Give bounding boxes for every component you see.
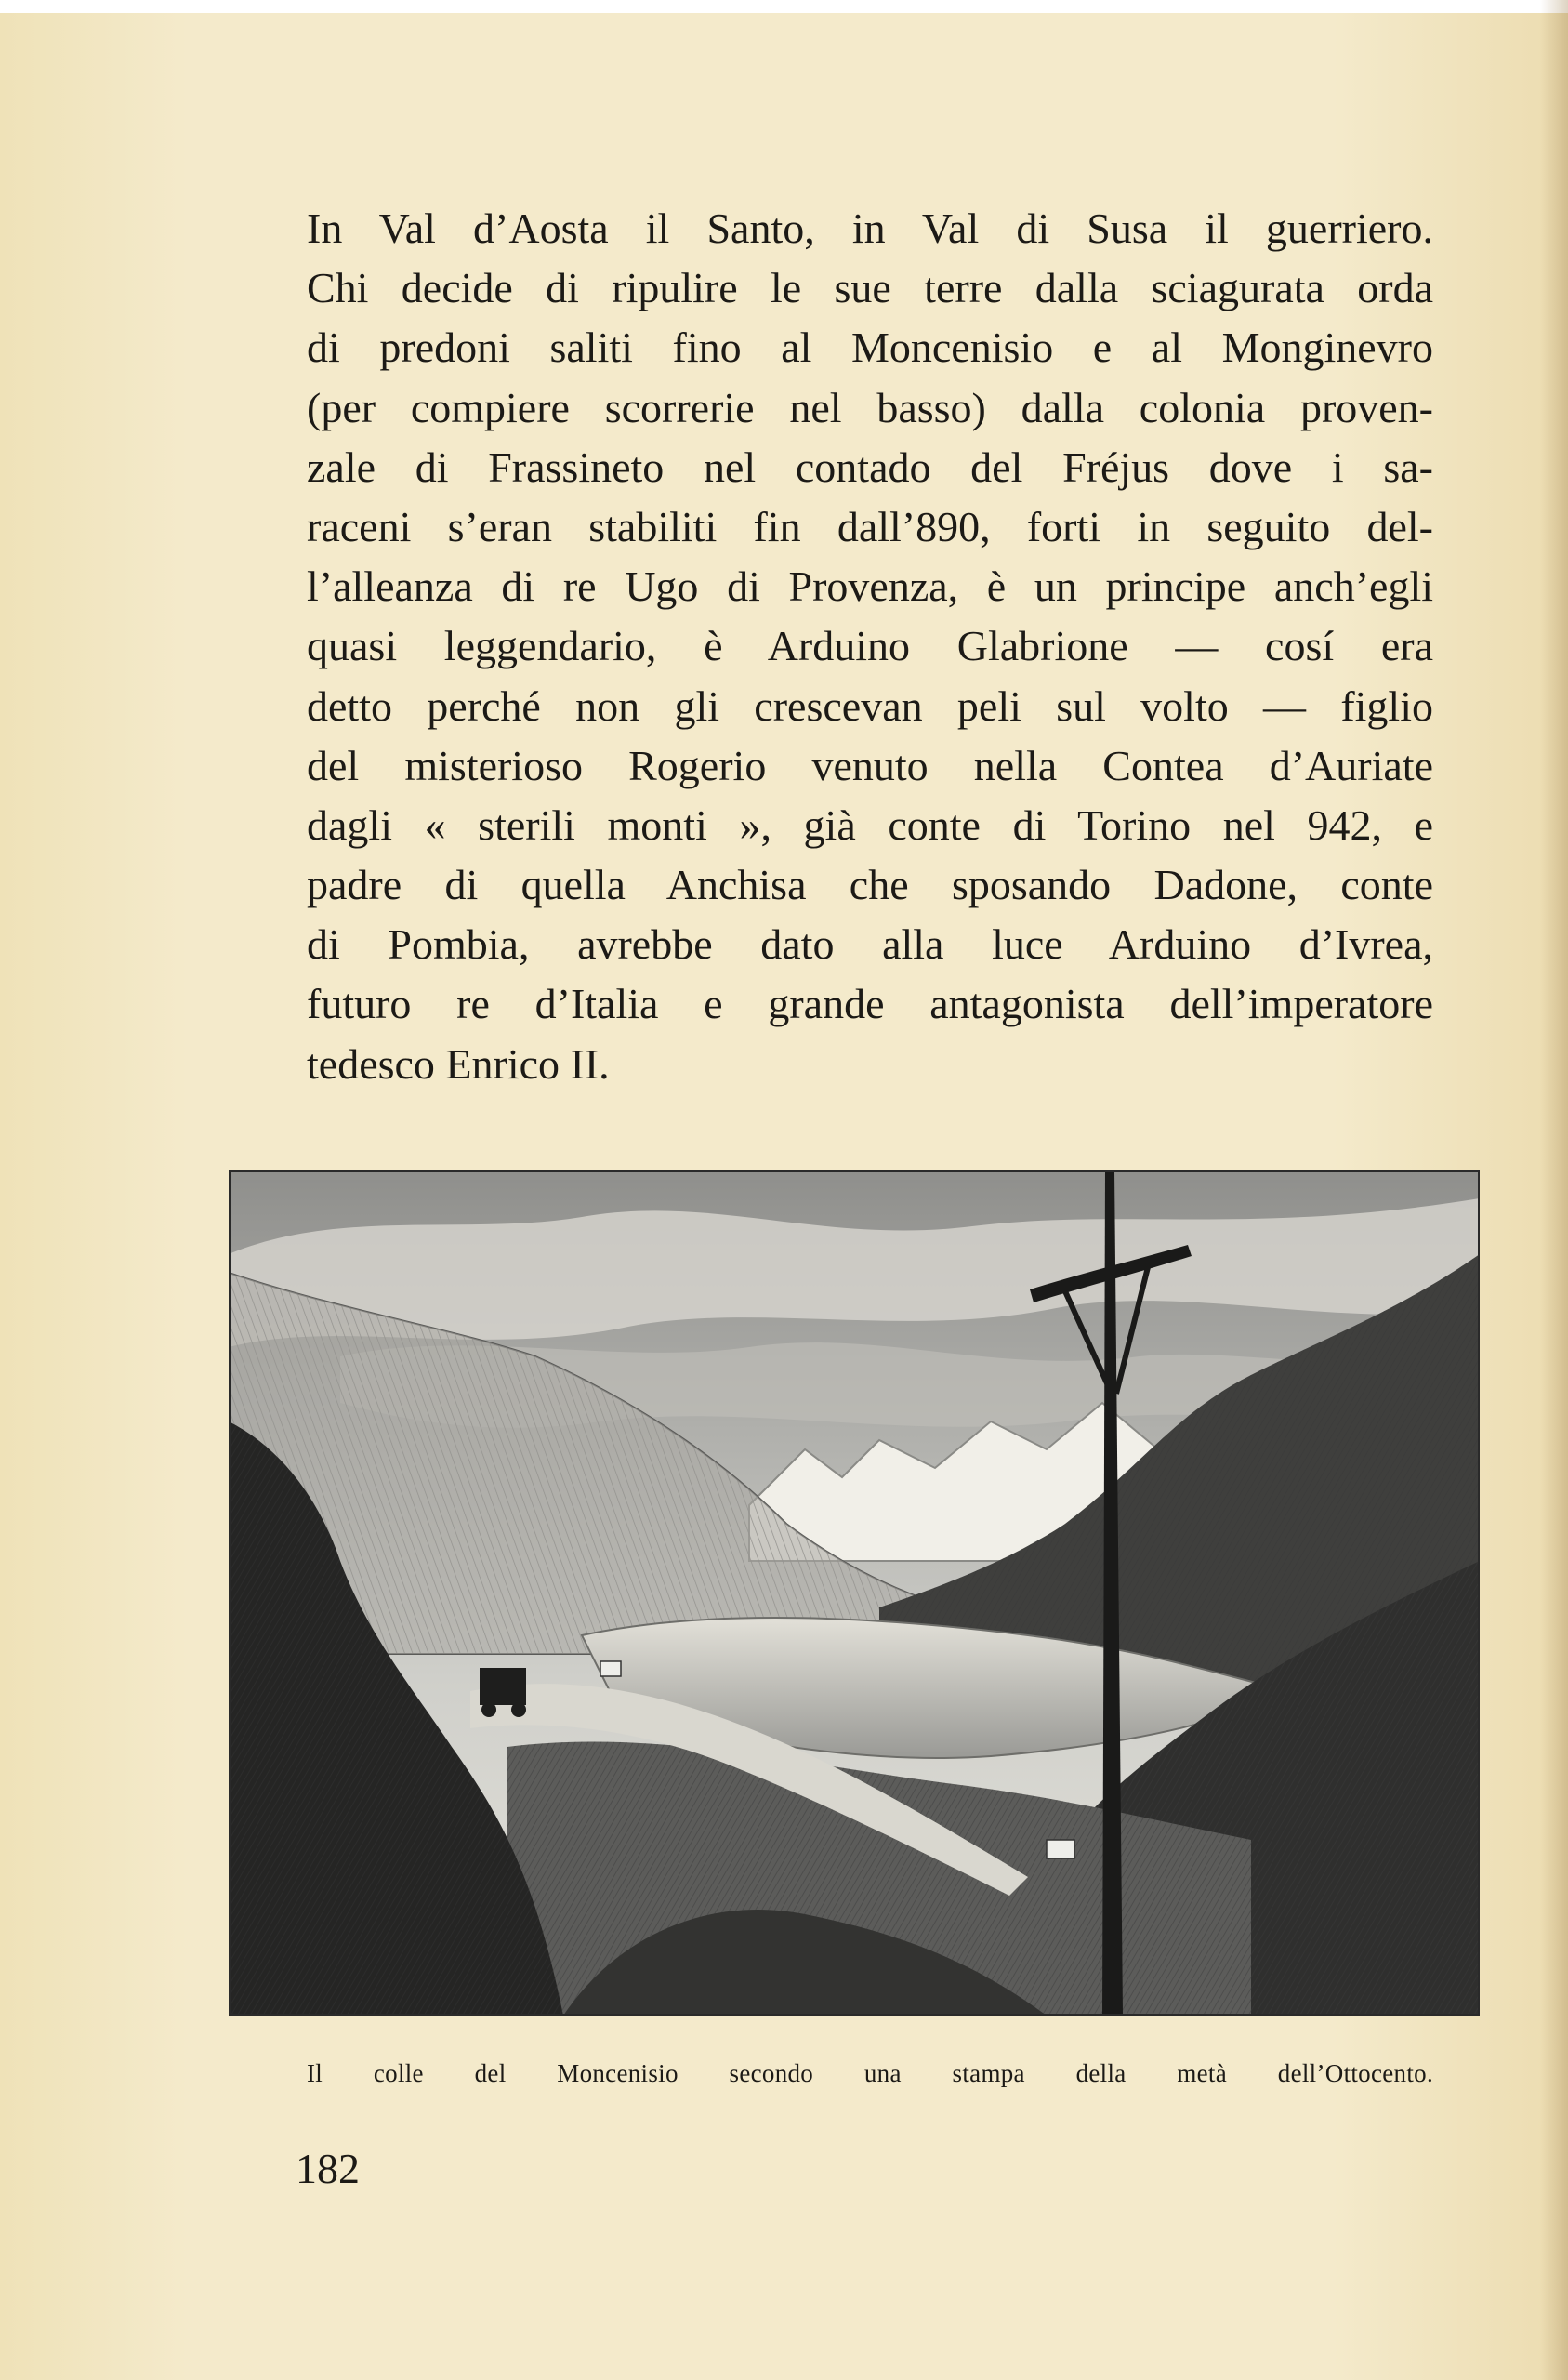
scan-top-margin: [0, 0, 1568, 13]
text-line: l’alleanza di re Ugo di Provenza, è un principe anch’egli: [307, 562, 1433, 611]
coach: [480, 1668, 526, 1705]
text-line: raceni s’eran stabiliti fin dall’890, forti in seguito del-: [307, 502, 1433, 550]
engraving-image: [229, 1170, 1480, 2016]
text-line: di predoni saliti fino al Moncenisio e al Monginevro: [307, 324, 1433, 372]
page-number: 182: [296, 2145, 360, 2192]
text-line: In Val d’Aosta il Santo, in Val di Susa il guerriero.: [307, 205, 1433, 252]
text-line: (per compiere scorrerie nel basso) dalla colonia proven-: [307, 383, 1433, 431]
text-line: Chi decide di ripulire le sue terre dalla sciagurata orda: [307, 264, 1433, 312]
figure-caption: Il colle del Moncenisio secondo una stampa della metà dell’Ottocento.: [307, 2059, 1433, 2087]
text-line: tedesco Enrico II.: [307, 1039, 610, 1088]
page-edge-shadow: [1540, 0, 1568, 2380]
body-paragraph: [307, 199, 1433, 1094]
text-line: padre di quella Anchisa che sposando Dadone, conte: [307, 861, 1433, 909]
engraving-illustration: [229, 1170, 1480, 2016]
text-line: dagli « sterili monti », già conte di Torino nel 942, e: [307, 800, 1433, 849]
text-line: futuro re d’Italia e grande antagonista dell’imperatore: [307, 980, 1433, 1028]
text-line: detto perché non gli crescevan peli sul volto — figlio: [307, 681, 1433, 730]
text-line: di Pombia, avrebbe dato alla luce Arduino d’Ivrea,: [307, 920, 1433, 969]
text-line: quasi leggendario, è Arduino Glabrione — cosí era: [307, 622, 1433, 670]
hospice-building: [1047, 1840, 1074, 1858]
text-line: del misterioso Rogerio venuto nella Contea d’Auriate: [307, 741, 1433, 789]
text-line: zale di Frassineto nel contado del Fréjus dove i sa-: [307, 443, 1433, 491]
small-building: [600, 1661, 621, 1676]
